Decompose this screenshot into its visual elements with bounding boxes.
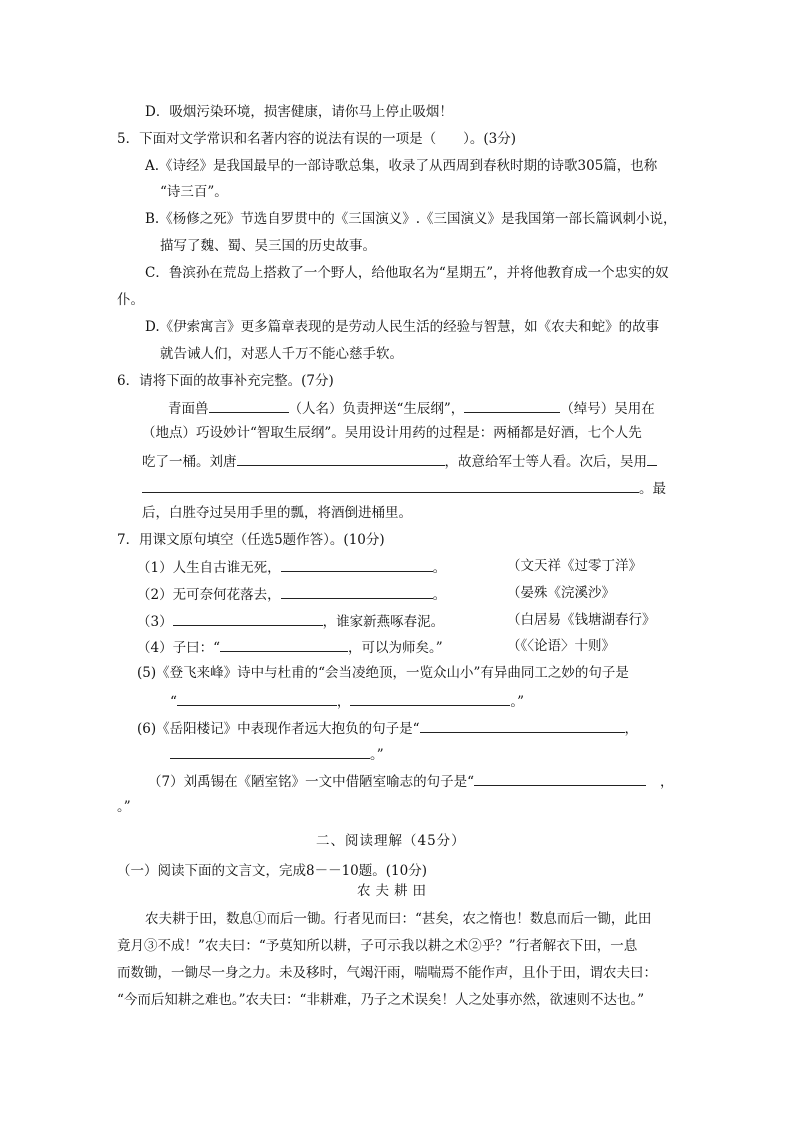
q7-item2 (137, 584, 446, 604)
section2-title: 二、阅读理解（45分） (316, 833, 466, 849)
q7-blank-5a[interactable] (177, 691, 337, 706)
q6-blank-name[interactable] (209, 398, 289, 413)
q6-line1-c: （绰号）吴用在 (560, 401, 655, 417)
q6-line4 (142, 478, 666, 498)
q7-item1-a: （1）人生自古谁无死， (137, 560, 281, 576)
q7-blank-5b[interactable] (350, 691, 510, 706)
q5-option-b-line1: B.《杨修之死》节选自罗贯中的《三国演义》.《三国演义》是我国第一部长篇讽刺小说， (145, 211, 677, 227)
q5-stem: 5．下面对文学常识和名著内容的说法有误的一项是（ ）。(3分) (117, 131, 516, 147)
q7-item5-q1: “ (170, 694, 177, 710)
q7-item1 (137, 557, 446, 577)
q7-item7-a: （7）刘禹锡在《陋室铭》一文中借陋室喻志的句子是“ (148, 774, 474, 790)
q5-option-c-line2: 仆。 (117, 292, 144, 308)
q7-blank-7a[interactable] (474, 771, 646, 786)
q7-blank-6a[interactable] (420, 718, 625, 733)
q7-item6-a: (6)《岳阳楼记》中表现作者远大抱负的句子是“ (137, 721, 420, 737)
section2-sub1: （一）阅读下面的文言文，完成8－－10题。(10分) (117, 863, 427, 879)
q6-line3 (142, 451, 657, 471)
q5-option-a-line1: A.《诗经》是我国最早的一部诗歌总集，收录了从西周到春秋时期的诗歌305篇，也称 (145, 158, 658, 174)
q7-item6-line2 (170, 744, 384, 764)
passage-title: 农夫耕田 (357, 883, 431, 899)
q7-item6-end: 。” (370, 747, 384, 763)
passage-line1: 农夫耕于田，数息①而后一锄。行者见而曰：“甚矣，农之惰也！数息而后一锄，此田 (145, 911, 652, 927)
q7-item4 (137, 637, 443, 657)
q6-blank-nickname[interactable] (464, 398, 560, 413)
q7-item3-a: （3） (137, 614, 173, 630)
q7-item4-b: ，可以为师矣。” (348, 640, 443, 656)
q7-blank-4[interactable] (220, 637, 348, 652)
q5-option-b-line2: 描写了魏、蜀、吴三国的历史故事。 (160, 238, 376, 254)
passage-line4: “今而后知耕之难也。”农夫曰：“非耕难，乃子之术误矣！人之处事亦然，欲速则不达也。” (117, 992, 645, 1008)
q5-option-d-line1: D.《伊索寓言》更多篇章表现的是劳动人民生活的经验与智慧，如《农夫和蛇》的故事 (145, 319, 660, 335)
q7-item2-b: 。 (432, 587, 447, 603)
q7-blank-6b[interactable] (170, 744, 370, 759)
q6-line5: 后，白胜夺过吴用手里的瓢，将酒倒进桶里。 (142, 505, 412, 521)
q7-item3-source: （白居易《钱塘湖春行》 (507, 612, 656, 628)
q7-item2-source: （晏殊《浣溪沙》 (507, 585, 615, 601)
q7-item7-line1 (148, 771, 674, 791)
q7-item5-comma: ， (336, 694, 351, 710)
q7-item4-a: （4）子曰：“ (137, 640, 220, 656)
q7-item5-q2: 。” (510, 694, 525, 710)
q6-line1-b: （人名）负责押送“生辰纲”， (288, 401, 465, 417)
q7-item3-b: ，谁家新燕啄春泥。 (322, 614, 445, 630)
q5-option-c-line1: C．鲁滨孙在荒岛上搭救了一个野人，给他取名为“星期五”，并将他教育成一个忠实的奴 (145, 265, 669, 281)
q7-item5-line2 (170, 691, 524, 711)
q6-line3-b: ，故意给军士等人看。次后，吴用 (444, 454, 647, 470)
q7-stem: 7．用课文原句填空（任选5题作答）。(10分) (117, 532, 385, 548)
q6-line4-end: 。最 (639, 481, 666, 497)
q7-blank-1[interactable] (281, 557, 433, 572)
q7-item7-line2: 。” (117, 799, 131, 815)
q6-line3-a: 吃了一桶。刘唐 (142, 454, 237, 470)
q7-blank-3[interactable] (173, 611, 323, 626)
q6-line2: （地点）巧设妙计“智取生辰纲”。吴用设计用药的过程是：两桶都是好酒，七个人先 (142, 425, 642, 441)
q6-line1 (168, 398, 655, 418)
q5-option-d-line2: 就告诫人们，对恶人千万不能心慈手软。 (160, 346, 403, 362)
q6-blank-wuyong-start[interactable] (647, 451, 657, 466)
q7-item3 (137, 611, 444, 631)
q6-blank-liutang[interactable] (237, 451, 445, 466)
q7-item1-b: 。 (432, 560, 447, 576)
q7-item6-comma: ， (624, 721, 639, 737)
passage-line3: 而数锄，一锄尽一身之力。未及移时，气竭汗雨，喘喘焉不能作声，且仆于田，谓农夫曰： (117, 965, 657, 981)
q7-item6-line1 (137, 718, 638, 738)
q7-item1-source: （文天祥《过零丁洋》 (507, 558, 642, 574)
passage-line2: 竟月③不成！”农夫曰：“予莫知所以耕，子可示我以耕之术②乎？”行者解衣下田，一息 (117, 938, 638, 954)
q7-blank-2[interactable] (281, 584, 433, 599)
q7-item7-comma: ， (660, 774, 674, 790)
q5-option-a-line2: “诗三百”。 (160, 184, 228, 200)
q7-item4-source: （《〈论语〉十则》 (507, 638, 615, 654)
q6-stem: 6．请将下面的故事补充完整。(7分) (117, 373, 334, 389)
q7-item5-line1: (5)《登飞来峰》诗中与杜甫的“会当凌绝顶，一览众山小”有异曲同工之妙的句子是 (137, 665, 629, 681)
q6-line1-a: 青面兽 (168, 401, 209, 417)
q4-option-d: D．吸烟污染环境，损害健康，请你马上停止吸烟！ (145, 104, 453, 120)
q6-blank-wuyong[interactable] (142, 478, 639, 493)
q7-item2-a: （2）无可奈何花落去， (137, 587, 281, 603)
